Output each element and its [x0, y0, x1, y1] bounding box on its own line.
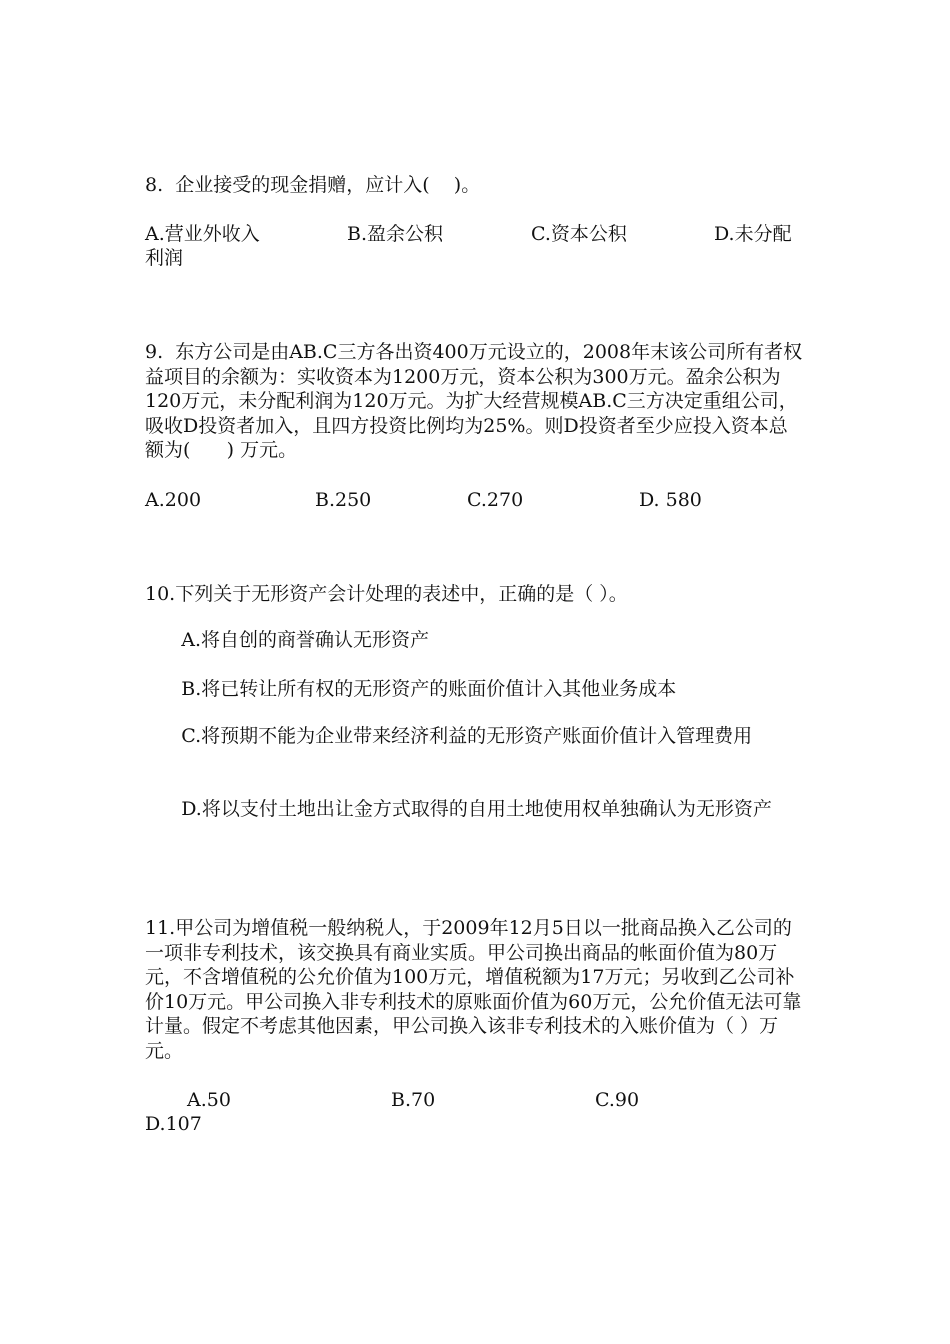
- question-10-option-c: C.将预期不能为企业带来经济利益的无形资产账面价值计入管理费用: [145, 725, 753, 747]
- question-11-option-a: A.50: [187, 1089, 231, 1111]
- question-10-option-d: D.将以支付土地出让金方式取得的自用土地使用权单独确认为无形资产: [145, 798, 772, 820]
- question-9-stem: 9. 东方公司是由AB.C三方各出资400万元设立的，2008年末该公司所有者权益项目的余额为：实收资本为1200万元，资本公积为300万元。盈余公积为120万元，未分配利润为120万元。为扩大经营规模AB.C三方决定重组公司，吸收D投资者加入，且四方投资比例均为25%。则D投资者至少应投入资本总额为( ) 万元。: [145, 341, 803, 461]
- question-11-option-b: B.70: [391, 1089, 436, 1111]
- question-8-stem: 8. 企业接受的现金捐赠，应计入( )。: [145, 174, 481, 196]
- question-8-option-d: D.未分配: [714, 223, 792, 245]
- question-8-option-b: B.盈余公积: [347, 223, 444, 245]
- question-10-option-a: A.将自创的商誉确认无形资产: [145, 629, 430, 651]
- question-11-stem: 11.甲公司为增值税一般纳税人，于2009年12月5日以一批商品换入乙公司的一项非专利技术，该交换具有商业实质。甲公司换出商品的帐面价值为80万元，不含增值税的公允价值为100万元，增值税额为17万元；另收到乙公司补价10万元。甲公司换入非专利技术的原账面价值为60万元，公允价值无法可靠计量。假定不考虑其他因素，甲公司换入该非专利技术的入账价值为（ ）万元。: [145, 917, 802, 1062]
- question-9-option-b: B.250: [315, 489, 372, 511]
- question-9-option-c: C.270: [467, 489, 524, 511]
- question-9-option-a: A.200: [145, 489, 202, 511]
- question-8-option-d-continuation: 利润: [145, 247, 184, 269]
- question-10-stem: 10.下列关于无形资产会计处理的表述中，正确的是（ ）。: [145, 583, 628, 605]
- question-10-option-b: B.将已转让所有权的无形资产的账面价值计入其他业务成本: [145, 678, 677, 700]
- question-11-option-d: D.107: [145, 1113, 202, 1135]
- question-8-option-a: A.营业外收入: [145, 223, 260, 245]
- question-11-option-c: C.90: [595, 1089, 640, 1111]
- question-8-option-c: C.资本公积: [531, 223, 627, 245]
- question-9-option-d: D. 580: [639, 489, 702, 511]
